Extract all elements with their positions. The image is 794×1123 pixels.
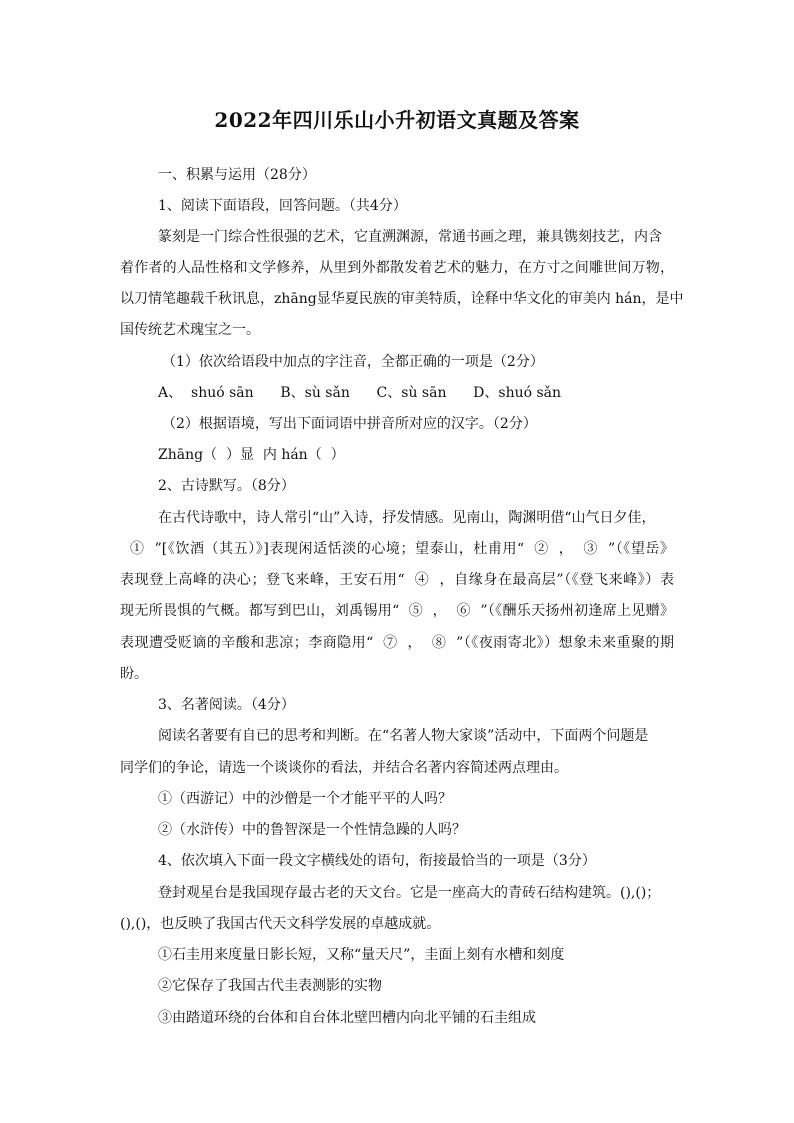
question-heading: 3、名著阅读。（4分） bbox=[158, 697, 295, 713]
page-title: 2022年四川乐山小升初语文真题及答案 bbox=[214, 108, 580, 132]
paragraph-line: (),()，也反映了我国古代天文科学发展的卓越成就。 bbox=[120, 916, 441, 932]
option-line: ②（水浒传）中的鲁智深是一个性情急躁的人吗？ bbox=[158, 822, 466, 838]
paragraph-line: 登封观星台是我国现存最古老的天文台。它是一座高大的青砖石结构建筑。(),()； bbox=[158, 885, 661, 901]
paragraph-line: 以刀情笔趣载千秋讯息，zhāng显华夏民族的审美特质，诠释中华文化的审美内 hán，是中 bbox=[120, 291, 684, 307]
option-line: ②它保存了我国古代圭表测影的实物 bbox=[158, 978, 382, 994]
subquestion: （1）依次给语段中加点的字注音，全都正确的一项是（2分） bbox=[162, 354, 544, 370]
paragraph-line: 阅读名著要有自已的思考和判断。在“名著人物大家谈”活动中，下面两个问题是 bbox=[158, 728, 649, 744]
paragraph-line: 着作者的人品性格和文学修养，从里到外都散发着艺术的魅力，在方寸之间雕世间万物， bbox=[120, 260, 674, 276]
option-line: ③由踏道环绕的台体和自台体北壁凹槽内向北平铺的石圭组成 bbox=[158, 1010, 536, 1026]
paragraph-line: 表现遭受贬谪的辛酸和悲凉；李商隐用“ ⑦ ， ⑧ ”（《夜雨寄北》）想象未来重聚的期 bbox=[120, 635, 674, 651]
answer-options: A、 shuó sān B、sù sǎn C、sù sān D、shuó sǎn bbox=[158, 385, 562, 401]
paragraph-line: 同学们的争论，请选一个谈谈你的看法，并结合名著内容简述两点理由。 bbox=[120, 760, 568, 776]
fill-blank-line: Zhāng（ ）显 内 hán（ ） bbox=[158, 447, 345, 463]
paragraph-line: 表现登上高峰的决心；登飞来峰，王安石用“ ④ ，自缘身在最高层”（《登飞来峰》）表 bbox=[120, 572, 674, 588]
option-line: ①石圭用来度量日影长短，又称“量天尺”，圭面上刻有水槽和刻度 bbox=[158, 947, 565, 963]
paragraph-line: 盼。 bbox=[120, 666, 148, 682]
question-heading: 1、阅读下面语段，回答问题。（共4分） bbox=[158, 198, 407, 214]
paragraph-line: 国传统艺术瑰宝之一。 bbox=[120, 322, 260, 338]
subquestion: （2）根据语境，写出下面词语中拼音所对应的汉字。（2分） bbox=[162, 416, 537, 432]
paragraph-line: 篆刻是一门综合性很强的艺术，它直溯渊源，常通书画之理，兼具镌刻技艺，内含 bbox=[158, 229, 662, 245]
option-line: ①（西游记）中的沙僧是一个才能平平的人吗？ bbox=[158, 791, 452, 807]
paragraph-line: ① ”[《饮酒（其五）》]表现闲适恬淡的心境；望泰山，杜甫用“ ② ， ③ ”（《望岳》 bbox=[120, 541, 674, 557]
question-heading: 4、依次填入下面一段文字横线处的语句，衔接最恰当的一项是（3分） bbox=[158, 853, 596, 869]
question-heading: 2、古诗默写。（8分） bbox=[158, 478, 295, 494]
paragraph-line: 现无所畏惧的气概。都写到巴山，刘禹锡用“ ⑤ ， ⑥ ”（《酬乐天扬州初逢席上见赠》 bbox=[120, 603, 674, 619]
paragraph-line: 在古代诗歌中，诗人常引“山”入诗，抒发情感。见南山，陶渊明借“山气日夕佳， bbox=[158, 510, 656, 526]
section-heading: 一、积累与运用（28分） bbox=[158, 167, 316, 183]
